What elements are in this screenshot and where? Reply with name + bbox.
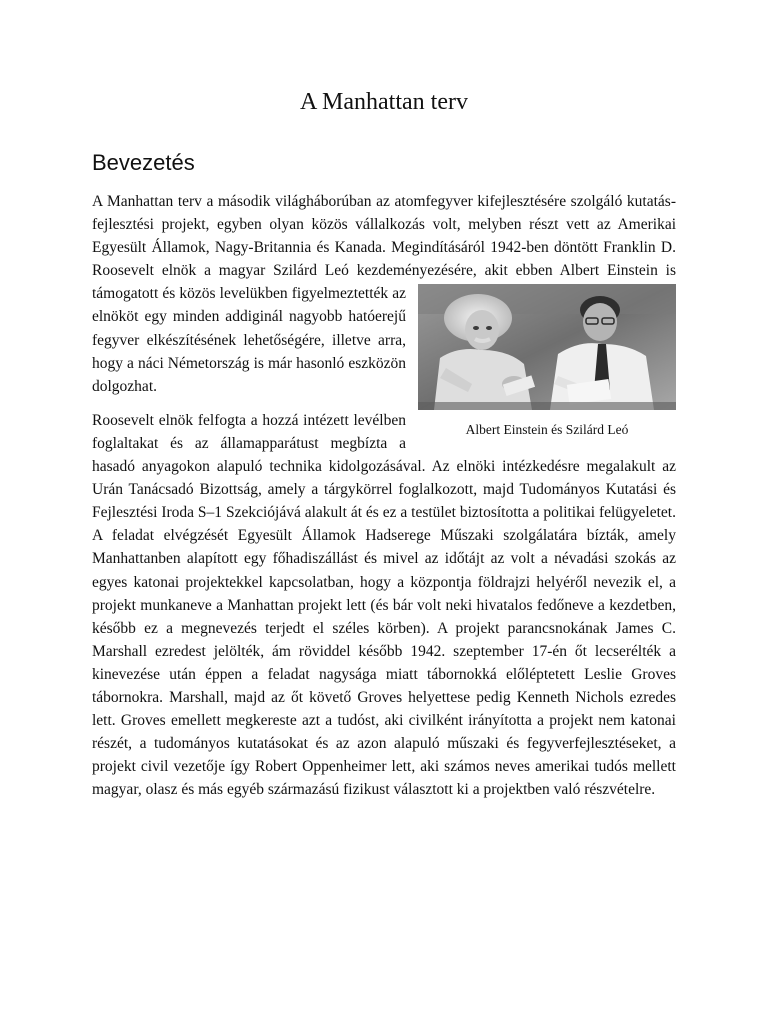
- document-title: A Manhattan terv: [300, 89, 468, 115]
- figure-caption: Albert Einstein és Szilárd Leó: [465, 422, 629, 438]
- paragraph-intro-text: A Manhattan terv a második világháborúban az atomfegyver kifejlesztésére szolgáló kutatás-fejlesztési projekt, egyben olyan közös vállalkozás volt, melyben részt vett az Amerikai Egyesült Államok, Nagy-Britannia és Kanada. Megindításáról 1942-ben döntött Franklin D. Roosevelt elnök a magyar Szilárd Leó kezdeményezésére, akit ebben Albert Einstein is támogatott és közös: [92, 193, 676, 303]
- document-page: [92, 86, 676, 801]
- section-heading: Bevezetés: [92, 150, 195, 175]
- photo-illustration: [418, 284, 676, 410]
- figure: [418, 284, 676, 439]
- paragraph-intro-text-continued: levelükben figyelmeztették az elnököt egy minden addiginál nagyobb hatóerejű fegyver elkészítésének lehetőségére, illetve arra, hogy a náci Németország is már hasonló eszközön dolgozhat.: [92, 285, 406, 395]
- paragraph-body: Roosevelt elnök felfogta a hozzá intézett levélben foglaltakat és az államapparátust megbízta a hasadó anyagokon alapuló technika kidolgozásával. Az elnöki intézkedésre megalakult az Urán Tanácsadó Bizottság, amely a tárgykörrel foglalkozott, majd Tudományos Kutatási és Fejlesztési Iroda S–1 Szekciójává alakult át és ez a testület biztosította a politikai felügyeletet. A feladat elvégzését Egyesült Államok Hadserege Műszaki szolgálatára bízták, amely Manhattanben alapított egy főhadiszállást és mivel az időtájt az volt a névadási szokás az egyes katonai projektekkel kapcsolatban, hogy a központja földrajzi helyéről nevezik el, a projekt munkaneve a Manhattan projekt lett (és bár volt neki hivatalos fedőneve a kezdetben, később ez a megnevezés terjedt el széles körben). A projekt parancsnokának James C. Marshall ezredest jelölték, ám röviddel később 1942. szeptember 17-én őt lecserélték a kinevezése után éppen a feladat nagysága miatt tábornokká előléptetett Leslie Groves tábornokra. Marshall, majd az őt követő Groves helyettese pedig Kenneth Nichols ezredes lett. Groves emellett megkereste azt a tudóst, aki civilként irányította a projekt nem katonai részét, a tudományos kutatásokat és az azon alapuló műszaki és fegyverfejlesztéseket, a projekt civil vezetője így Robert Oppenheimer lett, aki számos neves amerikai tudós mellett magyar, olasz és más egyéb származású fizikust választott ki a projektben való részvételre.: [92, 411, 676, 799]
- paragraph-intro: [92, 190, 676, 438]
- photo-einstein-szilard: [418, 284, 676, 410]
